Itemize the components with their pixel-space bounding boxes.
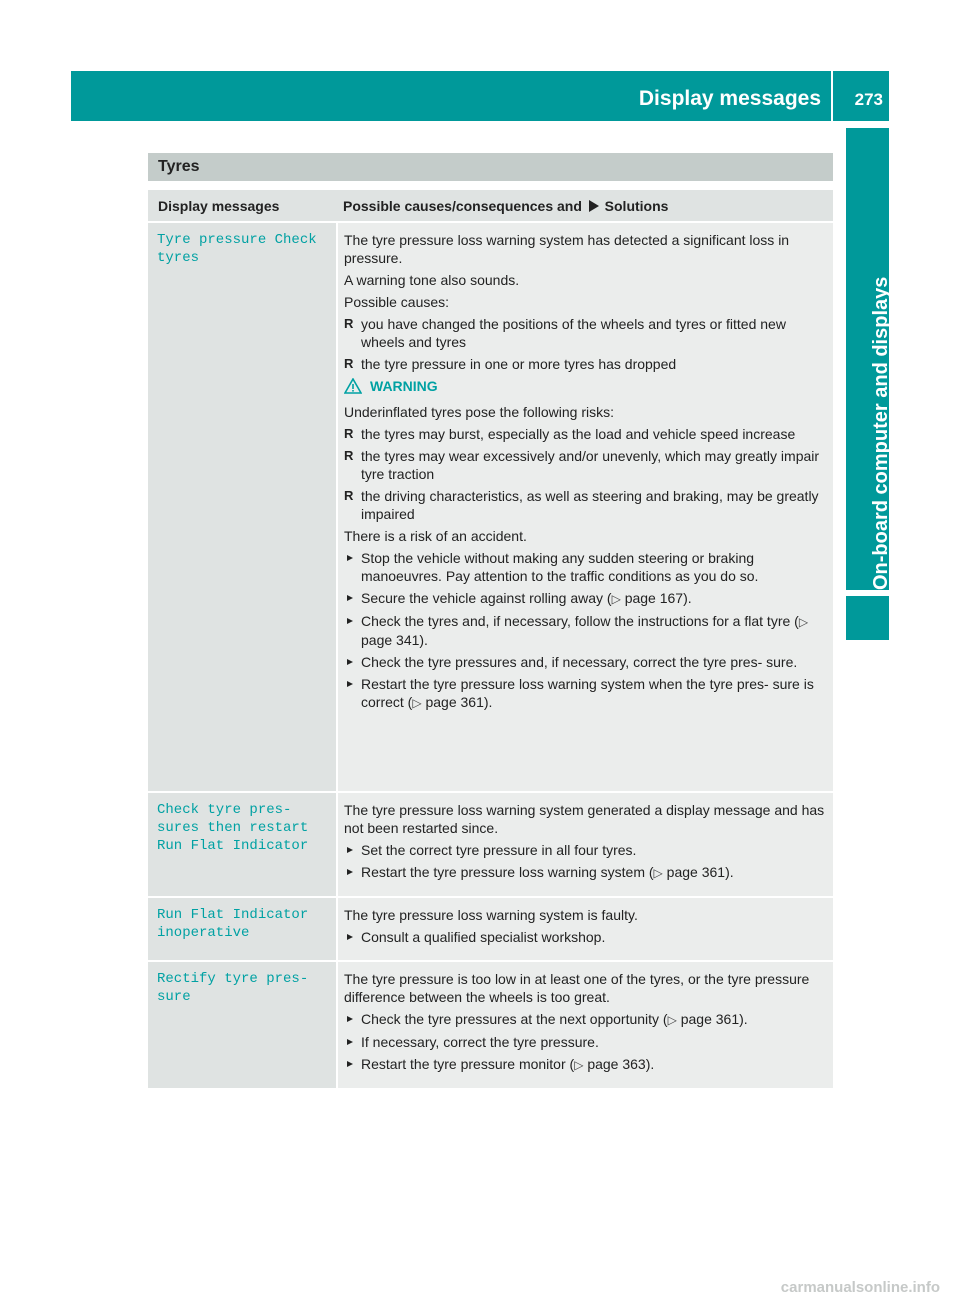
page-ref[interactable]: page 361). (425, 694, 493, 710)
side-tab-label: On-board computer and displays (870, 276, 892, 590)
step-item (344, 589, 827, 608)
step-item (344, 863, 827, 882)
step-item (344, 1033, 827, 1051)
list-item-text: the tyres may wear excessively and/or unevenly, which may greatly impair tyre traction (361, 448, 820, 482)
message-line: inoperative (157, 925, 250, 941)
intro-text: The tyre pressure loss warning system generated a display message and has not been restarted since. (344, 802, 825, 836)
step-item (344, 1055, 827, 1074)
message-description (337, 961, 833, 1089)
warning-triangle-icon (344, 378, 362, 394)
display-messages-table (148, 190, 833, 1090)
table-row (148, 792, 833, 897)
page-ref-arrow-icon: ▷ (667, 1013, 677, 1027)
intro-text: The tyre pressure loss warning system is faulty. (344, 907, 638, 923)
page-ref[interactable]: page 361). (680, 1011, 748, 1027)
table-row (148, 222, 833, 792)
step-text: Check the tyres and, if necessary, follow the instructions for a flat tyre ( (361, 613, 799, 629)
step-item (344, 1010, 827, 1029)
step-item (344, 675, 827, 712)
bullet-r-icon: R (344, 426, 354, 441)
page-number: 273 (854, 90, 883, 109)
step-item (344, 928, 827, 946)
bullet-r-icon: R (344, 316, 354, 331)
step-text: Restart the tyre pressure monitor ( (361, 1056, 575, 1072)
side-tab-marker (846, 596, 889, 640)
list-item (344, 425, 827, 443)
step-item (344, 653, 827, 671)
step-text: Check the tyre pressures at the next opportunity ( (361, 1011, 668, 1027)
section-title: Tyres (158, 158, 200, 175)
page-ref[interactable]: page 363). (587, 1056, 655, 1072)
header-separator (831, 71, 833, 121)
bullet-r-icon: R (344, 356, 354, 371)
list-item (344, 447, 827, 483)
message-line: Run Flat Indicator (157, 838, 309, 854)
message-line: Check tyre pres‑ (157, 802, 292, 818)
causes-label: Possible causes: (344, 294, 450, 310)
page-header (71, 71, 889, 121)
page-ref-arrow-icon: ▷ (412, 696, 422, 710)
display-message (148, 961, 337, 1089)
list-item (344, 355, 827, 373)
header-title: Display messages (638, 87, 821, 110)
col-header-solutions (337, 190, 833, 222)
accident-text: There is a risk of an accident. (344, 528, 527, 544)
bullet-r-icon: R (344, 448, 354, 463)
bullet-r-icon: R (344, 488, 354, 503)
message-line: Run Flat Indicator (157, 907, 309, 923)
page-ref[interactable]: page 167). (624, 590, 692, 606)
display-message (148, 222, 337, 792)
tone-text: A warning tone also sounds. (344, 272, 520, 288)
display-message (148, 792, 337, 897)
display-message (148, 897, 337, 961)
message-line: sure (157, 989, 191, 1005)
col-header-causes: Possible causes/consequences and (343, 197, 582, 214)
risks-intro: Underinflated tyres pose the following risks: (344, 404, 615, 420)
message-description (337, 222, 833, 792)
list-item (344, 487, 827, 523)
message-line: Tyre pressure Check (157, 232, 317, 248)
intro-text: The tyre pressure loss warning system has detected a significant loss in pressure. (344, 232, 790, 266)
table-row (148, 897, 833, 961)
message-description (337, 792, 833, 897)
step-text: If necessary, correct the tyre pressure. (361, 1034, 599, 1050)
page-ref[interactable]: page 361). (666, 864, 734, 880)
page-ref-arrow-icon: ▷ (798, 615, 809, 629)
warning-label: WARNING (370, 378, 438, 394)
step-item (344, 549, 827, 585)
table-header-row (148, 190, 833, 222)
warning-heading (344, 377, 827, 395)
step-text: Stop the vehicle without making any sudden steering or braking manoeuvres. Pay attention to the traffic conditions as you do so. (361, 550, 759, 584)
step-text: Check the tyre pressures and, if necessary, correct the tyre pres- sure. (361, 654, 798, 670)
step-text: Restart the tyre pressure loss warning system ( (361, 864, 654, 880)
message-line: tyres (157, 250, 200, 266)
solutions-arrow-icon (588, 200, 599, 212)
col-header-display-messages: Display messages (148, 190, 337, 222)
message-line: Rectify tyre pres‑ (157, 971, 309, 987)
list-item-text: the tyres may burst, especially as the load and vehicle speed increase (361, 426, 796, 442)
step-text: Restart the tyre pressure loss warning system when the tyre pres- sure is correct ( (361, 676, 814, 710)
list-item (344, 315, 827, 351)
step-item (344, 612, 827, 649)
table-row (148, 961, 833, 1089)
page-ref-arrow-icon: ▷ (611, 592, 621, 606)
intro-text: The tyre pressure is too low in at least one of the tyres, or the tyre pressure difference between the wheels is too great. (344, 971, 810, 1005)
footer-watermark: carmanualsonline.info (780, 1279, 940, 1296)
list-item-text: the driving characteristics, as well as steering and braking, may be greatly impaired (361, 488, 819, 522)
list-item-text: you have changed the positions of the wheels and tyres or fitted new wheels and tyres (361, 316, 786, 350)
page-ref[interactable]: page 341). (361, 632, 428, 648)
step-text: Secure the vehicle against rolling away ( (361, 590, 612, 606)
step-text: Set the correct tyre pressure in all four tyres. (361, 842, 637, 858)
list-item-text: the tyre pressure in one or more tyres has dropped (361, 356, 677, 372)
message-line: sures then restart (157, 820, 309, 836)
col-header-solutions-label: Solutions (604, 197, 669, 214)
step-item (344, 841, 827, 859)
page-ref-arrow-icon: ▷ (574, 1058, 584, 1072)
step-text: Consult a qualified specialist workshop. (361, 929, 606, 945)
page-ref-arrow-icon: ▷ (653, 866, 663, 880)
section-bar (148, 153, 833, 181)
message-description (337, 897, 833, 961)
